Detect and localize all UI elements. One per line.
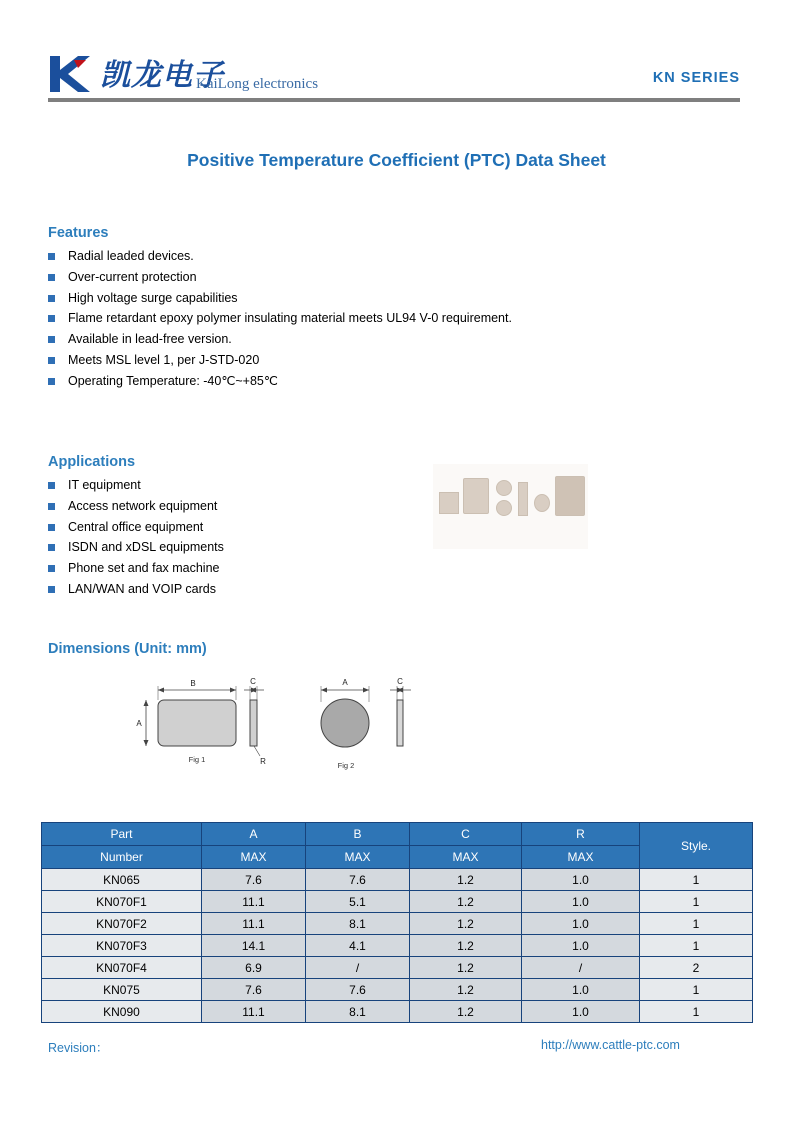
dimension-drawings xyxy=(120,672,540,787)
cell-c: 1.2 xyxy=(410,869,522,891)
col-header-r: R xyxy=(522,823,640,846)
header-divider xyxy=(48,98,740,102)
col-subheader-a-max: MAX xyxy=(202,846,306,869)
table-row xyxy=(42,1001,753,1023)
cell-a: 7.6 xyxy=(202,979,306,1001)
logo-text-cn: 凯龙电子 xyxy=(100,59,224,92)
cell-b: 8.1 xyxy=(306,1001,410,1023)
col-header-part: Part xyxy=(42,823,202,846)
product-chip xyxy=(534,494,550,512)
list-item: Over-current protection xyxy=(48,267,512,288)
cell-style: 1 xyxy=(640,869,753,891)
fig2-caption: Fig 2 xyxy=(337,761,355,770)
col-header-style: Style. xyxy=(640,823,753,869)
cell-b: / xyxy=(306,957,410,979)
table-body xyxy=(42,869,753,1023)
dimensions-heading: Dimensions (Unit: mm) xyxy=(48,641,207,657)
cell-r: 1.0 xyxy=(522,913,640,935)
cell-a: 6.9 xyxy=(202,957,306,979)
table-row xyxy=(42,979,753,1001)
cell-part: KN090 xyxy=(42,1001,202,1023)
list-item: LAN/WAN and VOIP cards xyxy=(48,579,224,600)
cell-b: 8.1 xyxy=(306,913,410,935)
cell-style: 1 xyxy=(640,913,753,935)
fig2-label-c: C xyxy=(397,677,403,686)
col-subheader-c-max: MAX xyxy=(410,846,522,869)
list-item: Flame retardant epoxy polymer insulating material meets UL94 V-0 requirement. xyxy=(48,308,512,329)
cell-a: 7.6 xyxy=(202,869,306,891)
cell-b: 4.1 xyxy=(306,935,410,957)
fig1-label-a: A xyxy=(136,719,142,728)
page-header xyxy=(48,48,740,104)
cell-a: 11.1 xyxy=(202,913,306,935)
list-item: Phone set and fax machine xyxy=(48,558,224,579)
cell-b: 7.6 xyxy=(306,869,410,891)
features-heading: Features xyxy=(48,225,109,241)
cell-b: 5.1 xyxy=(306,891,410,913)
col-header-a: A xyxy=(202,823,306,846)
list-item: Central office equipment xyxy=(48,517,224,538)
specification-table-wrapper xyxy=(41,822,752,1023)
product-chip xyxy=(518,482,528,516)
cell-style: 1 xyxy=(640,935,753,957)
table-header-row-1 xyxy=(42,823,753,846)
fig2-drawing xyxy=(321,677,411,770)
list-item: Access network equipment xyxy=(48,496,224,517)
col-header-c: C xyxy=(410,823,522,846)
list-item: Operating Temperature: -40℃~+85℃ xyxy=(48,371,512,392)
fig2-label-a: A xyxy=(342,678,348,687)
applications-list xyxy=(48,475,224,600)
cell-r: / xyxy=(522,957,640,979)
cell-part: KN070F4 xyxy=(42,957,202,979)
col-header-b: B xyxy=(306,823,410,846)
cell-b: 7.6 xyxy=(306,979,410,1001)
fig1-drawing xyxy=(136,677,266,766)
table-row xyxy=(42,869,753,891)
table-row xyxy=(42,957,753,979)
cell-c: 1.2 xyxy=(410,913,522,935)
cell-part: KN075 xyxy=(42,979,202,1001)
product-chip xyxy=(555,476,585,516)
list-item: Available in lead-free version. xyxy=(48,329,512,350)
cell-r: 1.0 xyxy=(522,935,640,957)
revision-label: Revision： xyxy=(48,1041,109,1055)
product-chip xyxy=(463,478,489,514)
cell-c: 1.2 xyxy=(410,957,522,979)
list-item: High voltage surge capabilities xyxy=(48,288,512,309)
list-item: IT equipment xyxy=(48,475,224,496)
website-link[interactable]: http://www.cattle-ptc.com xyxy=(541,1038,680,1052)
fig1-label-c: C xyxy=(250,677,256,686)
product-photo xyxy=(433,464,588,549)
fig1-label-r: R xyxy=(260,757,266,766)
col-subheader-r-max: MAX xyxy=(522,846,640,869)
col-subheader-number: Number xyxy=(42,846,202,869)
cell-r: 1.0 xyxy=(522,979,640,1001)
cell-part: KN070F1 xyxy=(42,891,202,913)
cell-a: 14.1 xyxy=(202,935,306,957)
page-title: Positive Temperature Coefficient (PTC) Data Sheet xyxy=(187,150,606,170)
cell-c: 1.2 xyxy=(410,935,522,957)
list-item: ISDN and xDSL equipments xyxy=(48,537,224,558)
list-item: Radial leaded devices. xyxy=(48,246,512,267)
features-list xyxy=(48,246,512,392)
cell-a: 11.1 xyxy=(202,891,306,913)
logo-text-en: KaiLong electronics xyxy=(196,76,319,92)
product-chip xyxy=(496,480,512,496)
table-row xyxy=(42,913,753,935)
table-row xyxy=(42,891,753,913)
product-chip xyxy=(439,492,459,514)
table-header xyxy=(42,823,753,869)
fig1-label-b: B xyxy=(190,679,196,688)
cell-r: 1.0 xyxy=(522,1001,640,1023)
table-row xyxy=(42,935,753,957)
cell-part: KN070F3 xyxy=(42,935,202,957)
cell-style: 1 xyxy=(640,1001,753,1023)
cell-a: 11.1 xyxy=(202,1001,306,1023)
list-item: Meets MSL level 1, per J-STD-020 xyxy=(48,350,512,371)
cell-c: 1.2 xyxy=(410,891,522,913)
cell-r: 1.0 xyxy=(522,891,640,913)
kailong-logo-icon xyxy=(48,54,92,94)
cell-style: 2 xyxy=(640,957,753,979)
cell-style: 1 xyxy=(640,979,753,1001)
fig1-caption: Fig 1 xyxy=(188,755,206,764)
series-label: KN SERIES xyxy=(652,70,740,86)
cell-part: KN070F2 xyxy=(42,913,202,935)
product-chip xyxy=(496,500,512,516)
cell-part: KN065 xyxy=(42,869,202,891)
applications-heading: Applications xyxy=(48,454,136,470)
cell-r: 1.0 xyxy=(522,869,640,891)
col-subheader-b-max: MAX xyxy=(306,846,410,869)
cell-style: 1 xyxy=(640,891,753,913)
cell-c: 1.2 xyxy=(410,979,522,1001)
specification-table xyxy=(41,822,753,1023)
cell-c: 1.2 xyxy=(410,1001,522,1023)
